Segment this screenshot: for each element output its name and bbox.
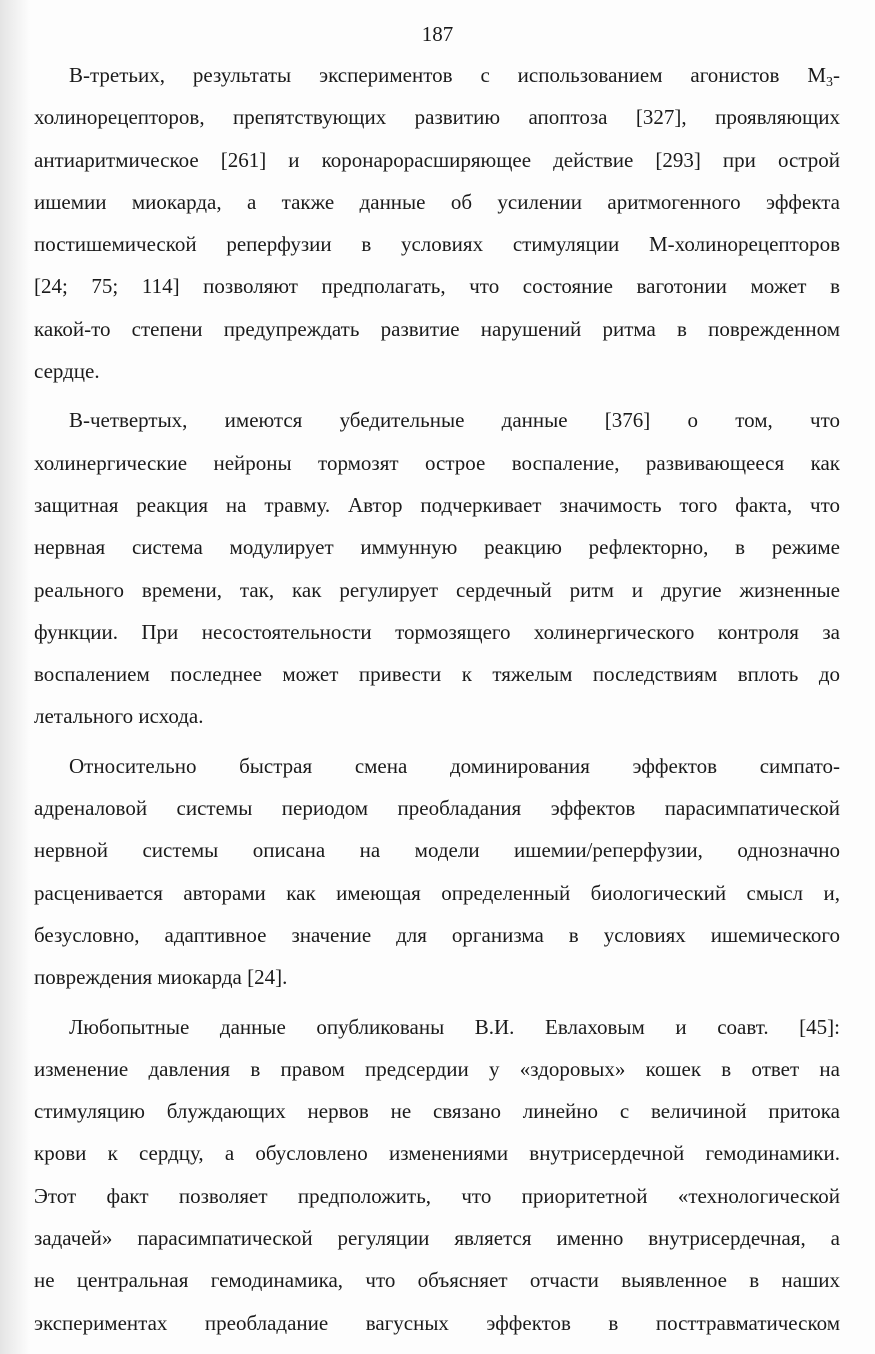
paragraph-4	[34, 1006, 840, 1344]
text-line: функции. При несостоятельности тормозящего холинергического контроля за	[34, 619, 840, 644]
text-line: холинергические нейроны тормозят острое воспаление, развивающееся как	[34, 450, 840, 475]
text-line: стимуляцию блуждающих нервов не связано линейно с величиной притока	[34, 1099, 840, 1124]
text-line: не центральная гемодинамика, что объясняет отчасти выявленное в наших	[34, 1268, 840, 1293]
text-line: какой-то степени предупреждать развитие нарушений ритма в поврежденном	[34, 316, 840, 341]
page-number: 187	[421, 22, 454, 46]
text-line: защитная реакция на травму. Автор подчеркивает значимость того факта, что	[34, 492, 840, 517]
text-line: В-четвертых, имеются убедительные данные [376] о том, что	[69, 408, 840, 433]
scan-edge-shadow	[0, 0, 30, 1354]
text-line: летального исхода.	[34, 704, 204, 729]
text-line: [24; 75; 114] позволяют предполагать, что состояние ваготонии может в	[34, 274, 840, 299]
text-line: воспалением последнее может привести к тяжелым последствиям вплоть до	[34, 662, 840, 687]
text-line: расценивается авторами как имеющая определенный биологический смысл и,	[34, 880, 840, 905]
text-line: холинорецепторов, препятствующих развитию апоптоза [327], проявляющих	[34, 105, 840, 130]
text-line: постишемической реперфузии в условиях стимуляции М-холинорецепторов	[34, 232, 840, 257]
paragraph-2	[34, 399, 840, 737]
text-line: нервная система модулирует иммунную реакцию рефлекторно, в режиме	[34, 535, 840, 560]
text-line: сердце.	[34, 359, 100, 384]
paragraph-3	[34, 745, 840, 999]
body-text	[34, 54, 840, 1351]
text-line: крови к сердцу, а обусловлено изменениями внутрисердечной гемодинамики.	[34, 1141, 840, 1166]
text-line: задачей» парасимпатической регуляции является именно внутрисердечная, а	[34, 1226, 840, 1251]
text-line: ишемии миокарда, а также данные об усилении аритмогенного эффекта	[34, 189, 840, 214]
text-line: Этот факт позволяет предположить, что приоритетной «технологической	[34, 1183, 840, 1208]
text-line: Относительно быстрая смена доминирования эффектов симпато-	[69, 753, 840, 778]
subscript: 3	[826, 75, 833, 90]
text-line: Любопытные данные опубликованы В.И. Евлаховым и соавт. [45]:	[69, 1014, 840, 1039]
text-line: экспериментах преобладание вагусных эффектов в посттравматическом	[34, 1310, 840, 1335]
paragraph-1	[34, 54, 840, 392]
text-line: реального времени, так, как регулирует сердечный ритм и другие жизненные	[34, 577, 840, 602]
text-line: изменение давления в правом предсердии у «здоровых» кошек в ответ на	[34, 1056, 840, 1081]
text-line: адреналовой системы периодом преобладания эффектов парасимпатической	[34, 796, 840, 821]
text-line: В-третьих, результаты экспериментов с использованием агонистов $М_3-$	[69, 63, 840, 90]
text-line: антиаритмическое [261] и коронарорасширяющее действие [293] при острой	[34, 147, 840, 172]
text-line: нервной системы описана на модели ишемии/реперфузии, однозначно	[34, 838, 840, 863]
text-line: безусловно, адаптивное значение для организма в условиях ишемического	[34, 922, 840, 947]
text-line: повреждения миокарда [24].	[34, 965, 288, 990]
